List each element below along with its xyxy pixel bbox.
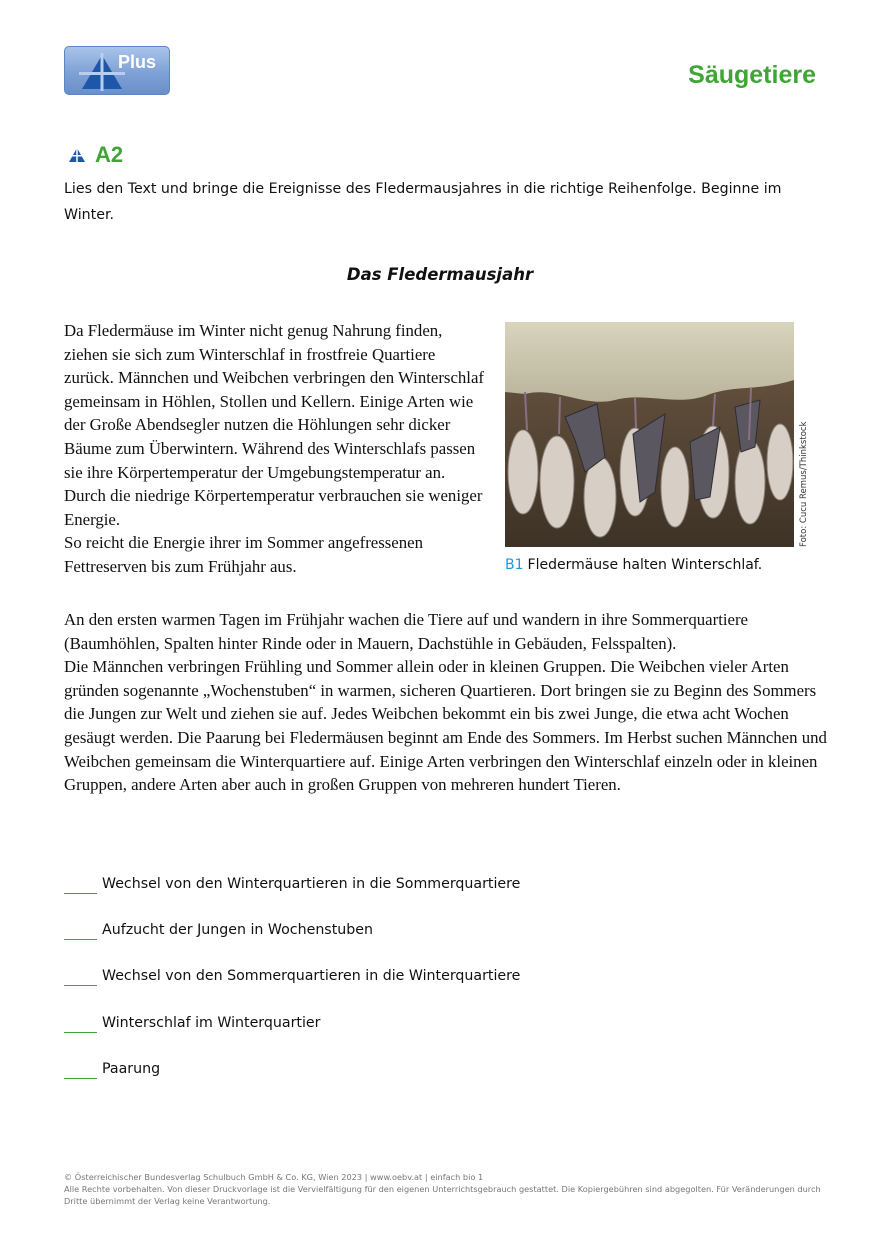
paragraph-3-text: Die Männchen verbringen Frühling und Sommer allein oder in kleinen Gruppen. Die Weibchen vieler Arten gründen sogenannte „Wochenstuben“ in warmen, sicheren Quartieren. Dort bringen sie zu Beginn des Sommers die Jungen zur Welt und ziehen sie auf. Jedes Weibchen bekommt ein bis zwei Junge, die etwa acht Wochen gesäugt werden. Die Paarung bei Fledermäusen beginnt am Ende des Sommers. Im Herbst suchen Männchen und Weibchen gemeinsam die Winterquartiere auf. Einige Arten verbringen den Winterschlaf einzeln oder in kleinen Gruppen, andere Arten aber auch in großen Gruppen von mehreren hundert Tieren. [64,657,827,795]
task-label: A2 [95,142,124,167]
answer-blank[interactable] [64,968,97,986]
answer-item [64,1061,520,1107]
answer-item [64,922,520,968]
answer-list [64,876,520,1107]
figure-caption-text: Fledermäuse halten Winterschlaf. [527,557,763,573]
answer-item [64,876,520,922]
bats-hibernating-photo [505,322,794,547]
paragraph-1-text: Da Fledermäuse im Winter nicht genug Nahrung finden, ziehen sie sich zum Winterschlaf in frostfreie Quartiere zurück. Männchen und Weibchen verbringen den Winterschlaf gemeinsam in Höhlen, Stollen und Kellern. Einige Arten wie der Große Abendsegler nutzen die Höhlungen sehr dicker Bäume zum Überwintern. Während des Winterschlafs passen sie ihre Körpertemperatur der Umgebungstemperatur an. Durch die niedrige Körpertemperatur verbrauchen sie weniger Energie. [64,321,484,529]
answer-blank[interactable] [64,1015,97,1033]
page-title: Säugetiere [688,61,816,89]
footer-line-2: Alle Rechte vorbehalten. Von dieser Druckvorlage ist die Vervielfältigung für den eigenen Unterrichtsgebrauch gestattet. Die Kopiergebühren sind abgegolten. Für Veränderungen durch Dritte übernimmt der Verlag keine Verantwortung. [64,1184,821,1207]
answer-text: Winterschlaf im Winterquartier [102,1014,321,1031]
article-paragraph-1 [64,319,484,579]
copyright-footer [64,1171,834,1208]
article-paragraph-2 [64,608,834,797]
footer-line-1: © Österreichischer Bundesverlag Schulbuch GmbH & Co. KG, Wien 2023 | www.oebv.at | einfach bio 1 [64,1172,484,1182]
logo-label: Plus [118,52,157,72]
answer-text: Aufzucht der Jungen in Wochenstuben [102,922,373,939]
answer-text: Wechsel von den Winterquartieren in die Sommerquartiere [102,876,521,892]
difficulty-triangle-icon [68,147,86,163]
answer-item [64,1015,520,1061]
answer-text: Wechsel von den Sommerquartieren in die Winterquartiere [102,968,521,985]
answer-text: Paarung [102,1060,161,1077]
figure-caption [505,557,762,573]
photo-credit [795,322,809,547]
paragraph-2-text: An den ersten warmen Tagen im Frühjahr wachen die Tiere auf und wandern in ihre Sommerquartiere (Baumhöhlen, Spalten hinter Rinde oder in Mauern, Dachstühle in Gebäuden, Felsspalten). [64,610,749,653]
publisher-plus-logo [64,46,170,95]
photo-credit-text: Foto: Cucu Remus/Thinkstock [799,421,809,547]
answer-blank[interactable] [64,922,97,940]
figure-ref: B1 [505,557,524,573]
task-instruction: Lies den Text und bringe die Ereignisse des Fledermausjahres in die richtige Reihenfolge. Beginne im Winter. [64,181,782,223]
task-heading [68,142,123,168]
paragraph-1b-text: So reicht die Energie ihrer im Sommer angefressenen Fettreserven bis zum Frühjahr aus. [64,533,423,576]
answer-blank[interactable] [64,1061,97,1079]
answer-blank[interactable] [64,876,97,894]
article-title: Das Fledermausjahr [346,265,534,284]
answer-item [64,968,520,1014]
